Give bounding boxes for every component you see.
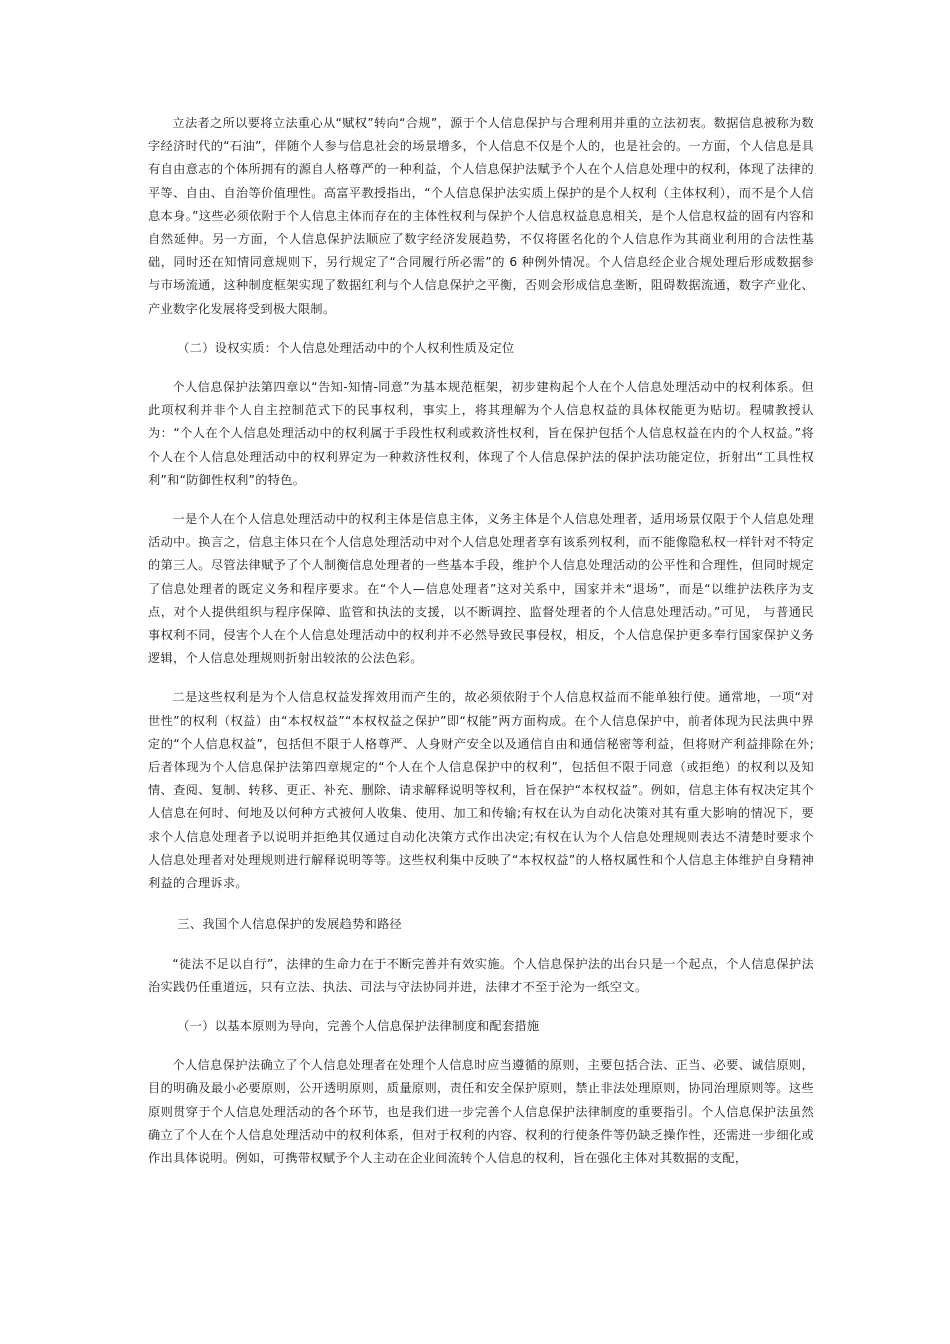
paragraph-law-enforcement: “徒法不足以自行”，法律的生命力在于不断完善并有效实施。个人信息保护法的出台只是一个起点，个人信息保护法治实践仍任重道远，只有立法、执法、司法与守法协同并进，法律才不至于沦为一纸空文。 <box>148 956 814 994</box>
section-heading-trends: 三、我国个人信息保护的发展趋势和路径 <box>177 917 403 932</box>
section-heading-rights-nature: （二）设权实质：个人信息处理活动中的个人权利性质及定位 <box>177 340 515 355</box>
paragraph-rights-framework: 个人信息保护法第四章以“告知-知情-同意”为基本规范框架，初步建构起个人在个人信息处理活动中的权利体系。但此项权利并非个人自主控制范式下的民事权利，事实上，将其理解为个人信息权益的具体权能更为贴切。程啸教授认为：“个人在个人信息处理活动中的权利属于手段性权利或救济性权利，旨在保护包括个人信息权益在内的个人权益。”将个人在个人信息处理活动中的权利界定为一种救济性权利，体现了个人信息保护法的保护法功能定位，折射出“工具性权利”和“防御性权利”的特色。 <box>148 380 814 487</box>
paragraph-legislative-intent: 立法者之所以要将立法重心从“赋权”转向“合规”，源于个人信息保护与合理利用并重的立法初衷。数据信息被称为数字经济时代的“石油”，伴随个人参与信息社会的场景增多，个人信息不仅是个人的，也是社会的。一方面，个人信息是具有自由意志的个体所拥有的源自人格尊严的一种利益，个人信息保护法赋予个人在个人信息处理中的权利，体现了法律的平等、自由、自治等价值理性。高富平教授指出，“个人信息保护法实质上保护的是个人权利（主体权利），而不是个人信息本身。”这些必须依附于个人信息主体而存在的主体性权利与保护个人信息权益息息相关，是个人信息权益的固有内容和自然延伸。另一方面，个人信息保护法顺应了数字经济发展趋势，不仅将匿名化的个人信息作为其商业利用的合法性基础，同时还在知情同意规则下，另行规定了“合同履行所必需”的 6 种例外情况。个人信息经企业合规处理后形成数据参与市场流通，这种制度框架实现了数据红利与个人信息保护之平衡，否则会形成信息垄断，阻碍数据流通，数字产业化、产业数字化发展将受到极大限制。 <box>148 116 814 316</box>
paragraph-principles: 个人信息保护法确立了个人信息处理者在处理个人信息时应当遵循的原则，主要包括合法、正当、必要、诚信原则，目的明确及最小必要原则，公开透明原则，质量原则，责任和安全保护原则，禁止非法处理原则，协同治理原则等。这些原则贯穿于个人信息处理活动的各个环节，也是我们进一步完善个人信息保护法律制度的重要指引。个人信息保护法虽然确立了个人在个人信息处理活动中的权利体系，但对于权利的内容、权利的行使条件等仍缺乏操作性，还需进一步细化或作出具体说明。例如，可携带权赋予个人主动在企业间流转个人信息的权利，旨在强化主体对其数据的支配， <box>148 1058 814 1165</box>
section-heading-basic-principles: （一）以基本原则为导向，完善个人信息保护法律制度和配套措施 <box>177 1018 540 1033</box>
document-page <box>148 112 814 1170</box>
paragraph-rights-subject: 一是个人在个人信息处理活动中的权利主体是信息主体，义务主体是个人信息处理者，适用场景仅限于个人信息处理活动中。换言之，信息主体只在个人信息处理活动中对个人信息处理者享有该系列权利，而不能像隐私权一样针对不特定的第三人。尽管法律赋予了个人制衡信息处理者的一些基本手段，维护个人信息处理活动的公平性和合理性，但同时规定了信息处理者的既定义务和程序要求。在“个人—信息处理者”这对关系中，国家并未“退场”，而是“以维护法秩序为支点，对个人提供组织与程序保障、监管和执法的支援，以不断调控、监督处理者的个人信息处理活动。”可见， 与普通民事权利不同，侵害个人在个人信息处理活动中的权利并不必然导致民事侵权，相反，个人信息保护更多奉行国家保护义务逻辑，个人信息处理规则折射出较浓的公法色彩。 <box>148 512 814 666</box>
paragraph-rights-dependency: 二是这些权利是为个人信息权益发挥效用而产生的，故必须依附于个人信息权益而不能单独行使。通常地，一项“对世性”的权利（权益）由“本权权益”“本权权益之保护”即“权能”两方面构成。在个人信息保护中，前者体现为民法典中界定的“个人信息权益”，包括但不限于人格尊严、人身财产安全以及通信自由和通信秘密等利益，但将财产利益排除在外;后者体现为个人信息保护法第四章规定的“个人在个人信息保护中的权利”，包括但不限于同意（或拒绝）的权利以及知情、查阅、复制、转移、更正、补充、删除、请求解释说明等权利，旨在保护“本权权益”。例如，信息主体有权决定其个人信息在何时、何地及以何种方式被何人收集、使用、加工和传输;有权在认为自动化决策对其有重大影响的情况下，要求个人信息处理者予以说明并拒绝其仅通过自动化决策方式作出决定;有权在认为个人信息处理规则表达不清楚时要求个 人信息处理者对处理规则进行解释说明等等。这些权利集中反映了“本权权益”的人格权属性和个人信息主体维护自身精神利益的合理诉求。 <box>148 690 814 891</box>
